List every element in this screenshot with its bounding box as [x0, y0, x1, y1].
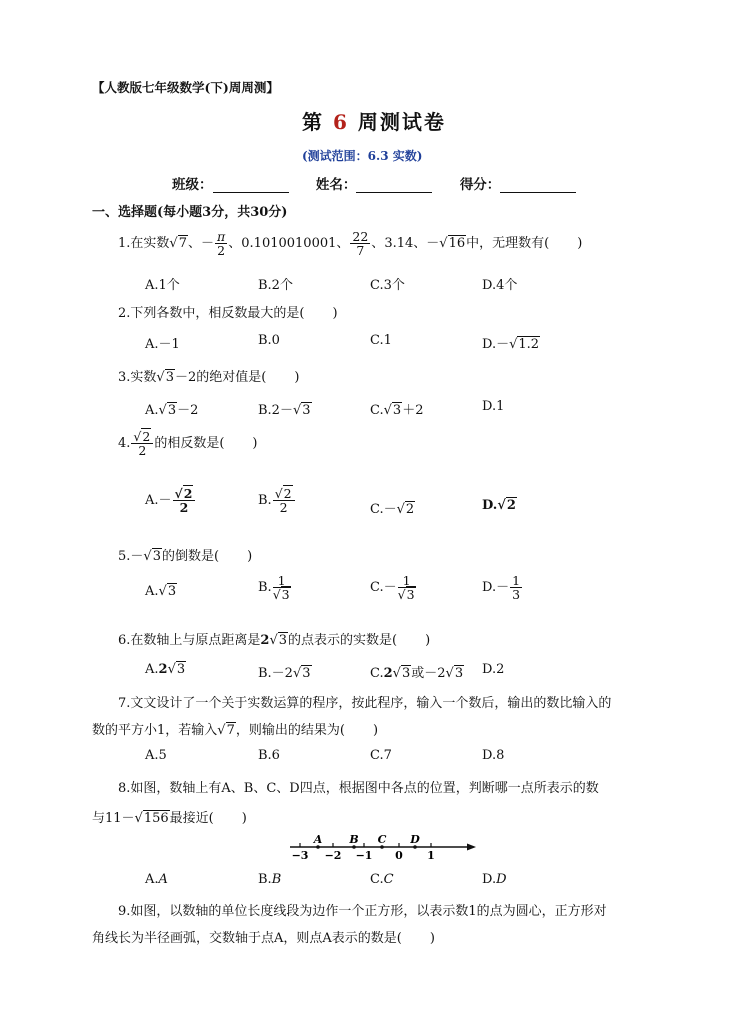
q4-option-c[interactable]: C.－√2: [370, 502, 415, 517]
q2-option-a[interactable]: A.－1: [145, 337, 180, 352]
q6-option-b[interactable]: B.－2√3: [258, 666, 311, 681]
axis-tick-label: 1: [427, 849, 435, 862]
axis-tick-label: −2: [324, 849, 342, 862]
question-4: 4. $\frac{√2}{2}$ 的相反数是( ): [118, 429, 258, 459]
point-label-a: A: [313, 833, 323, 846]
number-line-figure: [286, 832, 482, 866]
q1-option-d[interactable]: D.4个: [482, 278, 518, 293]
q7-option-b[interactable]: B.6: [258, 748, 280, 763]
q8-option-c[interactable]: C.C: [370, 872, 394, 887]
paper-header: 【人教版七年级数学(下)周周测】: [92, 80, 279, 95]
question-5: 5.－√3的倒数是( ): [118, 549, 253, 564]
q7-option-c[interactable]: C.7: [370, 748, 392, 763]
question-7-line1: 7.文文设计了一个关于实数运算的程序，按此程序，输入一个数后，输出的数比输入的: [118, 696, 612, 711]
axis-tick-label: −3: [291, 849, 309, 862]
q5-option-c[interactable]: C.－ $\frac{1}{√3}$: [370, 573, 415, 603]
title-suffix: 周测试卷: [357, 110, 446, 134]
q7-option-d[interactable]: D.8: [482, 748, 505, 763]
question-9-line1: 9.如图，以数轴的单位长度线段为边作一个正方形，以表示数1的点为圆心，正方形对: [118, 904, 607, 919]
point-label-d: D: [410, 833, 420, 846]
question-3: 3.实数√3－2的绝对值是( ): [118, 370, 300, 385]
q3-option-d[interactable]: D.1: [482, 399, 505, 414]
q3-option-a[interactable]: A.√3－2: [145, 403, 199, 418]
q5-option-a[interactable]: A.√3: [145, 584, 177, 599]
question-8-line1: 8.如图，数轴上有A、B、C、D四点，根据图中各点的位置，判断哪一点所表示的数: [118, 781, 599, 796]
q6-option-a[interactable]: A.2√3: [145, 662, 186, 677]
q1-option-a[interactable]: A.1个: [145, 278, 180, 293]
q7-option-a[interactable]: A.5: [145, 748, 167, 763]
axis-tick-label: 0: [395, 849, 403, 862]
question-2: 2.下列各数中，相反数最大的是( ): [118, 306, 338, 321]
q3-option-b[interactable]: B.2－√3: [258, 403, 311, 418]
q6-option-c[interactable]: C.2√3或－2√3: [370, 666, 464, 681]
question-9-line2: 角线长为半径画弧，交数轴于点A，则点A表示的数是( ): [92, 931, 435, 946]
q8-option-a[interactable]: A.A: [145, 872, 168, 887]
q1-option-c[interactable]: C.3个: [370, 278, 405, 293]
score-blank[interactable]: [500, 178, 576, 193]
q2-option-b[interactable]: B.0: [258, 333, 280, 348]
q8-option-d[interactable]: D.D: [482, 872, 507, 887]
q4-option-a[interactable]: A.－ $\frac{√2}{2}$: [145, 487, 196, 514]
student-info: [172, 173, 576, 193]
q4-option-d[interactable]: D.√2: [482, 498, 516, 513]
title-number: 6: [332, 110, 349, 134]
q6-option-d[interactable]: D.2: [482, 662, 505, 677]
q5-option-b[interactable]: B. $\frac{1}{√3}$: [258, 573, 290, 603]
name-blank[interactable]: [356, 178, 432, 193]
question-7-line2: 数的平方小1，若输入√7，则输出的结果为( ): [92, 723, 379, 738]
q8-option-b[interactable]: B.B: [258, 872, 282, 887]
section-heading: 一、选择题(每小题3分，共30分): [92, 205, 288, 220]
point-label-c: C: [377, 833, 387, 846]
point-label-b: B: [349, 833, 359, 846]
q5-option-d[interactable]: D.－ $\frac{1}{3}$: [482, 573, 521, 603]
arrow-icon: [467, 844, 476, 851]
q3-option-c[interactable]: C.√3＋2: [370, 403, 424, 418]
question-8-line2: 与11－√156最接近( ): [92, 811, 247, 826]
class-blank[interactable]: [213, 178, 289, 193]
page-title: [302, 106, 446, 135]
title-prefix: 第: [302, 110, 324, 134]
q2-option-c[interactable]: C.1: [370, 333, 392, 348]
name-label: 姓名：: [315, 177, 357, 193]
axis-tick-label: −1: [355, 849, 373, 862]
q4-option-b[interactable]: B. $\frac{√2}{2}$: [258, 487, 296, 514]
question-6: 6.在数轴上与原点距离是2√3的点表示的实数是( ): [118, 633, 431, 648]
q1-option-b[interactable]: B.2个: [258, 278, 293, 293]
test-scope: (测试范围：6.3 实数): [302, 149, 423, 163]
class-label: 班级：: [172, 177, 213, 193]
score-label: 得分：: [459, 177, 501, 193]
q2-option-d[interactable]: D.－√1.2: [482, 337, 540, 352]
question-1: 1.在实数√7、－ $\frac{\pi}{2}$ 、0.1010010001、 $\frac{22}{7}$ 、3.14、－√16中，无理数有( ): [118, 229, 583, 259]
